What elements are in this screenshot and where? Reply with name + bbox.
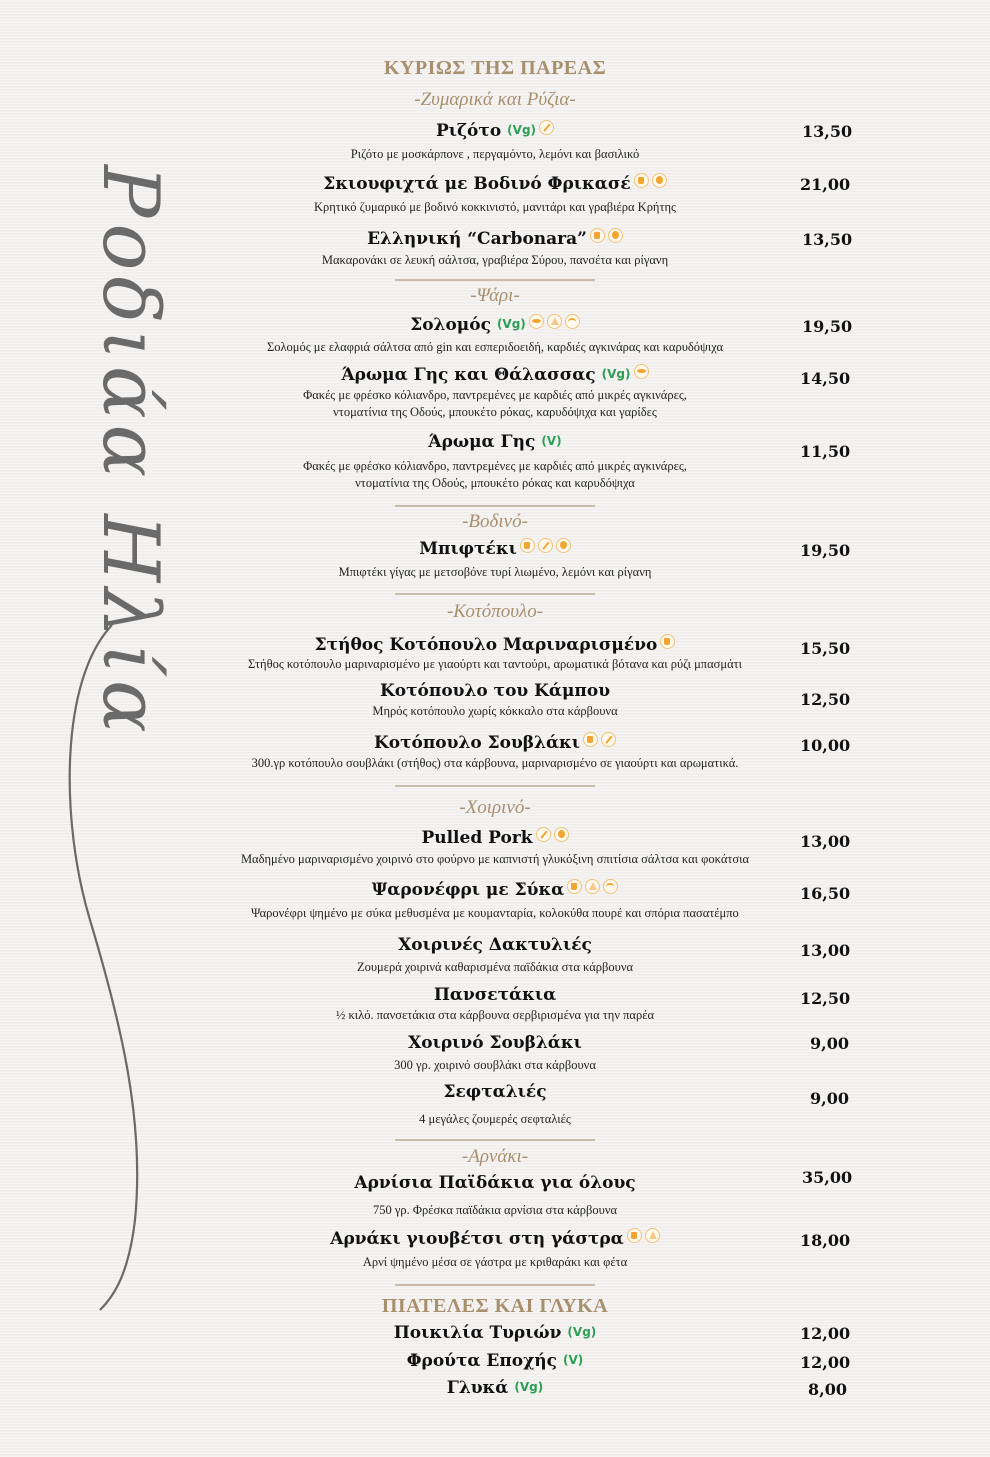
milk-icon [567, 879, 582, 894]
fish-icon [634, 364, 649, 379]
menu-item-name: Άρωμα Γης και Θάλασσας (Vg) [225, 364, 765, 385]
menu-item-desc: Αρνί ψημένο μέσα σε γάστρα με κριθαράκι και φέτα [362, 1255, 628, 1269]
section-title: -Ζυμαρικά και Ρύζια- [414, 89, 576, 110]
menu-item-desc: 300.γρ κοτόπουλο σουβλάκι (στήθος) στα κάρβουνα, μαριναρισμένο σε γιαούρτι και αρωματικά. [251, 756, 739, 770]
celery-icon [645, 1228, 660, 1243]
wheat-icon [601, 732, 616, 747]
menu-item-desc: Στήθος κοτόπουλο μαριναρισμένο με γιαούρτι και ταντούρι, αρωματικά βότανα και ρύζι μπασμάτι [247, 657, 743, 671]
menu-item-name: Στήθος Κοτόπουλο Μαριναρισμένο [225, 634, 765, 655]
menu-item-desc: Ριζότο με μοσκάρπονε , περγαμόντο, λεμόνι και βασιλικό [350, 147, 640, 161]
egg-icon [652, 173, 667, 188]
price: 10,00 [800, 736, 851, 755]
menu-item-name: Χοιρινές Δακτυλιές [398, 935, 592, 955]
section-title: -Χοιρινό- [459, 797, 531, 818]
menu-item-name: Κοτόπουλο Σουβλάκι [225, 732, 765, 753]
vegan-tag: (Vg) [601, 367, 631, 381]
menu-item-desc: 300 γρ. χοιρινό σουβλάκι στα κάρβουνα [394, 1058, 596, 1072]
menu-item-desc: ½ κιλό. πανσετάκια στα κάρβουνα σερβιρισμένα για την παρέα [335, 1008, 655, 1022]
menu-item-desc: Ψαρονέφρι ψημένο με σύκα μεθυσμένα με κουμανταρία, κολοκύθα πουρέ και σπόρια πασατέμπο [251, 906, 739, 920]
shellfish-icon [603, 879, 618, 894]
menu-item-name: Γλυκά (Vg) [446, 1378, 544, 1398]
price: 13,00 [800, 832, 851, 851]
vegan-tag: (Vg) [496, 317, 526, 331]
menu-item-desc: Μπιφτέκι γίγας με μετσοβόνε τυρί λιωμένο, λεμόνι και ρίγανη [338, 565, 652, 579]
price: 14,50 [800, 369, 851, 388]
desserts-heading: ΠΙΑΤΕΛΕΣ ΚΑΙ ΓΛΥΚΑ [381, 1295, 609, 1317]
menu-item-name: Ελληνική “Carbonara” [225, 228, 765, 249]
price: 13,00 [800, 941, 851, 960]
divider [395, 1139, 595, 1141]
price: 12,00 [800, 1324, 851, 1343]
wheat-icon [539, 120, 554, 135]
menu-item-name: Σκιουφιχτά με Βοδινό Φρικασέ [225, 173, 765, 194]
menu-item-desc: 750 γρ. Φρέσκα παϊδάκια αρνίσια στα κάρβουνα [372, 1203, 618, 1217]
celery-icon [547, 314, 562, 329]
menu-item-name: Σολομός (Vg) [225, 314, 765, 335]
menu-item-desc: Κρητικό ζυμαρικό με βοδινό κοκκινιστό, μανιτάρι και γραβιέρα Κρήτης [314, 200, 676, 214]
wheat-icon [538, 538, 553, 553]
divider [395, 593, 595, 595]
menu-item-desc: ντοματίνια της Οδούς, μπουκέτο ρόκας, καρυδόψιχα και γαρίδες [333, 405, 657, 419]
price: 13,50 [802, 122, 853, 141]
milk-icon [520, 538, 535, 553]
celery-icon [585, 879, 600, 894]
price: 12,50 [800, 690, 851, 709]
price: 21,00 [800, 175, 851, 194]
divider [395, 505, 595, 507]
milk-icon [590, 228, 605, 243]
menu-item-name: Αρνάκι γιουβέτσι στη γάστρα [225, 1228, 765, 1249]
price: 19,50 [802, 317, 853, 336]
price: 8,00 [808, 1380, 847, 1399]
menu-item-desc: Μηρός κοτόπουλο χωρίς κόκκαλο στα κάρβουνα [372, 704, 618, 718]
milk-icon [583, 732, 598, 747]
price: 19,50 [800, 541, 851, 560]
egg-icon [554, 827, 569, 842]
menu-item-name: Ψαρονέφρι με Σύκα [225, 879, 765, 900]
menu-item-desc: Φακές με φρέσκο κόλιανδρο, παντρεμένες με καρδιές από μικρές αγκινάρες, [303, 388, 687, 402]
egg-icon [608, 228, 623, 243]
price: 16,50 [800, 884, 851, 903]
wheat-icon [536, 827, 551, 842]
price: 12,50 [800, 989, 851, 1008]
menu-item-desc: Μαδημένο μαριναρισμένο χοιρινό στο φούρνο με καπνιστή γλυκόξινη σπιτίσια σάλτσα και φοκάτσια [240, 852, 750, 866]
menu-item-desc: Σολομός με ελαφριά σάλτσα από gin και εσπεριδοειδή, καρδιές αγκινάρας και καρυδόψιχα [266, 340, 724, 354]
divider [395, 785, 595, 787]
divider [395, 1284, 595, 1286]
menu-item-name: Χοιρινό Σουβλάκι [408, 1033, 582, 1053]
menu-item-desc: Φακές με φρέσκο κόλιανδρο, παντρεμένες με καρδιές από μικρές αγκινάρες, [303, 459, 687, 473]
section-title: -Ψάρι- [470, 285, 520, 306]
price: 9,00 [810, 1034, 849, 1053]
menu-item-name: Ποικιλία Τυριών (Vg) [393, 1323, 597, 1343]
menu-item-name: Πανσετάκια [433, 985, 557, 1005]
milk-icon [627, 1228, 642, 1243]
vegan-tag: (Vg) [567, 1325, 597, 1339]
menu-item-name: Ριζότο (Vg) [225, 120, 765, 141]
menu-item-desc: Μακαρονάκι σε λευκή σάλτσα, γραβιέρα Σύρου, πανσέτα και ρίγανη [321, 253, 669, 267]
menu-item-name: Φρούτα Εποχής (V) [406, 1351, 584, 1371]
price: 12,00 [800, 1353, 851, 1372]
menu-item-name: Pulled Pork [225, 827, 765, 848]
milk-icon [634, 173, 649, 188]
vegetarian-tag: (V) [541, 434, 562, 448]
price: 35,00 [802, 1168, 853, 1187]
menu-item-name: Άρωμα Γης (V) [428, 432, 562, 452]
egg-icon [556, 538, 571, 553]
section-title: -Κοτόπουλο- [446, 601, 544, 622]
main-heading: ΚΥΡΙΩΣ ΤΗΣ ΠΑΡΕΑΣ [383, 57, 607, 79]
section-title: -Αρνάκι- [461, 1146, 529, 1167]
vegetarian-tag: (V) [563, 1353, 584, 1367]
milk-icon [660, 634, 675, 649]
decorative-script-title: Ροδιάα Ηλία [85, 165, 175, 739]
menu-item-desc: ντοματίνια της Οδούς, μπουκέτο ρόκας και καρυδόψιχα [355, 476, 635, 490]
menu-item-name: Αρνίσια Παϊδάκια για όλους [354, 1173, 636, 1193]
menu-item-name: Σεφταλιές [443, 1082, 547, 1102]
price: 18,00 [800, 1231, 851, 1250]
divider [395, 279, 595, 281]
price: 9,00 [810, 1089, 849, 1108]
section-title: -Βοδινό- [462, 511, 528, 532]
shellfish-icon [565, 314, 580, 329]
price: 15,50 [800, 639, 851, 658]
vegan-tag: (Vg) [514, 1380, 544, 1394]
fish-icon [529, 314, 544, 329]
price: 11,50 [800, 442, 851, 461]
menu-item-desc: 4 μεγάλες ζουμερές σεφταλιές [419, 1112, 571, 1126]
vegan-tag: (Vg) [507, 123, 537, 137]
menu-item-desc: Ζουμερά χοιρινά καθαρισμένα παϊδάκια στα κάρβουνα [356, 960, 634, 974]
price: 13,50 [802, 230, 853, 249]
menu-item-name: Μπιφτέκι [225, 538, 765, 559]
menu-item-name: Κοτόπουλο του Κάμπου [379, 681, 610, 701]
decorative-swash [0, 600, 160, 1340]
